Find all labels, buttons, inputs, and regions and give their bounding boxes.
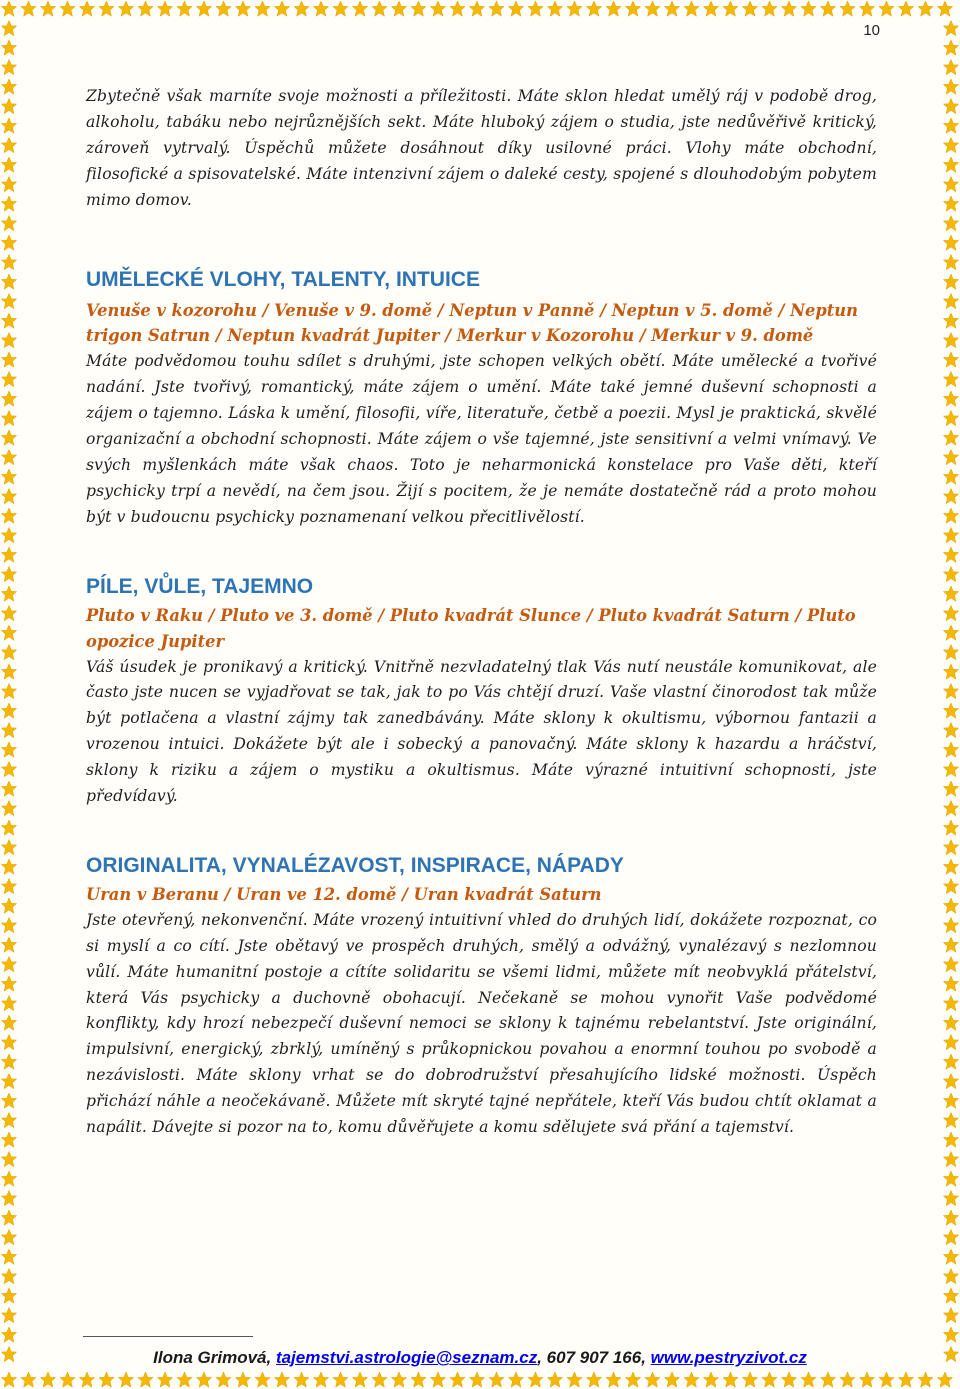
border-star-icon (943, 333, 958, 348)
border-star-icon (943, 138, 958, 153)
section-heading: UMĚLECKÉ VLOHY, TALENTY, INTUICE (86, 267, 480, 291)
border-star-icon (391, 1, 406, 16)
border-star-icon (1, 1372, 16, 1387)
border-star-icon (943, 625, 958, 640)
border-star-icon (508, 1, 523, 16)
border-star-icon (943, 157, 958, 172)
border-star-icon (313, 1372, 328, 1387)
border-star-icon (943, 177, 958, 192)
border-star-icon (943, 508, 958, 523)
border-star-icon (430, 1372, 445, 1387)
border-star-icon (645, 1, 660, 16)
border-star-icon (943, 255, 958, 270)
border-star-icon (606, 1372, 621, 1387)
border-star-icon (943, 567, 958, 582)
border-star-icon (196, 1372, 211, 1387)
border-star-icon (1, 840, 16, 855)
border-star-icon (1, 1093, 16, 1108)
border-star-icon (1, 60, 16, 75)
border-star-icon (157, 1, 172, 16)
border-star-icon (664, 1372, 679, 1387)
border-star-icon (943, 957, 958, 972)
border-star-icon (1, 99, 16, 114)
border-star-icon (547, 1, 562, 16)
border-star-icon (937, 1, 952, 16)
border-star-icon (489, 1, 504, 16)
border-star-icon (943, 1249, 958, 1264)
border-star-icon (1, 40, 16, 55)
footer (0, 1348, 960, 1368)
section-heading: PÍLE, VŮLE, TAJEMNO (86, 574, 314, 598)
border-star-icon (723, 1, 738, 16)
border-star-icon (1, 801, 16, 816)
border-star-icon (943, 118, 958, 133)
page-number: 10 (863, 22, 880, 39)
border-star-icon (391, 1372, 406, 1387)
border-star-icon (898, 1372, 913, 1387)
border-star-icon (943, 1288, 958, 1303)
border-star-icon (1, 1230, 16, 1245)
border-star-icon (943, 645, 958, 660)
border-star-icon (943, 1171, 958, 1186)
border-star-icon (943, 1015, 958, 1030)
border-star-icon (1, 372, 16, 387)
border-star-icon (60, 1, 75, 16)
section-subtitle: Pluto v Raku / Pluto ve 3. domě / Pluto kvadrát Slunce / Pluto kvadrát Saturn / Pluto opozice Jupiter (86, 605, 856, 651)
border-star-icon (60, 1372, 75, 1387)
border-star-icon (943, 606, 958, 621)
border-star-icon (879, 1, 894, 16)
footer-rule (83, 1336, 253, 1337)
border-star-icon (1, 216, 16, 231)
border-star-icon (943, 820, 958, 835)
border-star-icon (1, 235, 16, 250)
border-star-icon (742, 1372, 757, 1387)
border-star-icon (1, 684, 16, 699)
section-body: Jste otevřený, nekonvenční. Máte vrozený intuitivní vhled do druhých lidí, dokážete rozpoznat, co si myslí a co cítí. Jste obětavý ve prospěch druhých, smělý a odvážný, vynalézavý s nezlomnou vůlí. Máte humanitní postoje a cítíte solidaritu se všemi lidmi, můžete mít neobvyklá přátelství, která Vás psychicky a duchovně obohacují. Nečekaně se mohou vynořit Vaše podvědomé konflikty, kdy hrozí nebezpečí duševní nemoci se sklony k tajnému rebelantství. Jste originální, impulsivní, energický, zbrklý, umíněný s průkopnickou povahou a enormní touhou po svobodě a nezávislosti. Máte sklony vrhat se do dobrodružství přesahujícího lidské možnosti. Úspěch přichází náhle a neočekávaně. Můžete mít skryté tajné nepřátele, kteří Vás budou chtít oklamat a napálit. Dávejte si pozor na to, komu důvěřujete a komu sdělujete svá přání a tajemství. (86, 910, 877, 1137)
border-star-icon (528, 1, 543, 16)
border-star-icon (274, 1372, 289, 1387)
border-star-icon (943, 235, 958, 250)
border-star-icon (1, 1113, 16, 1128)
section-artistic (86, 268, 877, 531)
section-subtitle: Venuše v kozorohu / Venuše v 9. domě / Neptun v Panně / Neptun v 5. domě / Neptun trigon Satrun / Neptun kvadrát Jupiter / Merkur v Kozorohu / Merkur v 9. domě (86, 300, 858, 346)
border-star-icon (196, 1, 211, 16)
section-heading: ORIGINALITA, VYNALÉZAVOST, INSPIRACE, NÁPADY (86, 853, 624, 877)
border-star-icon (1, 664, 16, 679)
border-star-icon (943, 1210, 958, 1225)
border-star-icon (1, 1132, 16, 1147)
border-star-icon (1, 255, 16, 270)
border-star-icon (943, 664, 958, 679)
border-star-icon (235, 1372, 250, 1387)
border-star-icon (943, 1035, 958, 1050)
footer-phone: , 607 907 166, (537, 1348, 651, 1367)
border-star-icon (547, 1372, 562, 1387)
border-star-icon (943, 937, 958, 952)
border-star-icon (1, 859, 16, 874)
border-star-icon (1, 1308, 16, 1323)
border-star-icon (943, 918, 958, 933)
border-star-icon (528, 1372, 543, 1387)
border-star-icon (586, 1372, 601, 1387)
border-star-icon (943, 469, 958, 484)
border-star-icon (879, 1372, 894, 1387)
border-star-icon (943, 1230, 958, 1245)
border-star-icon (313, 1, 328, 16)
border-star-icon (943, 313, 958, 328)
border-star-icon (943, 1074, 958, 1089)
footer-website-link[interactable]: www.pestryzivot.cz (650, 1348, 807, 1367)
border-star-icon (1, 1191, 16, 1206)
border-star-icon (943, 723, 958, 738)
border-star-icon (645, 1372, 660, 1387)
border-star-icon (781, 1372, 796, 1387)
border-star-icon (943, 294, 958, 309)
border-star-icon (333, 1, 348, 16)
border-star-icon (918, 1, 933, 16)
border-star-icon (352, 1, 367, 16)
footer-email-link[interactable]: tajemstvi.astrologie@seznam.cz (275, 1348, 538, 1367)
border-star-icon (703, 1, 718, 16)
border-star-icon (489, 1372, 504, 1387)
border-star-icon (664, 1, 679, 16)
border-star-icon (1, 879, 16, 894)
border-star-icon (742, 1, 757, 16)
border-star-icon (216, 1, 231, 16)
border-star-icon (1, 274, 16, 289)
border-star-icon (943, 60, 958, 75)
border-star-icon (943, 976, 958, 991)
border-star-icon (943, 801, 958, 816)
border-star-icon (1, 1074, 16, 1089)
border-star-icon (1, 1210, 16, 1225)
border-star-icon (781, 1, 796, 16)
border-star-icon (1, 918, 16, 933)
border-star-icon (1, 937, 16, 952)
border-star-icon (1, 469, 16, 484)
border-star-icon (943, 79, 958, 94)
border-star-icon (1, 567, 16, 582)
border-star-icon (943, 996, 958, 1011)
section-subtitle: Uran v Beranu / Uran ve 12. domě / Uran kvadrát Saturn (86, 884, 602, 904)
border-star-icon (1, 196, 16, 211)
border-star-icon (943, 1308, 958, 1323)
border-star-icon (40, 1, 55, 16)
border-star-icon (157, 1372, 172, 1387)
footer-name: Ilona Grimová, (153, 1348, 276, 1367)
border-star-icon (943, 1093, 958, 1108)
border-star-icon (943, 1152, 958, 1167)
border-star-icon (99, 1372, 114, 1387)
border-star-icon (801, 1, 816, 16)
border-star-icon (1, 21, 16, 36)
border-star-icon (1, 1327, 16, 1342)
border-star-icon (943, 742, 958, 757)
border-star-icon (1, 742, 16, 757)
border-star-icon (820, 1372, 835, 1387)
border-star-icon (943, 781, 958, 796)
border-star-icon (274, 1, 289, 16)
border-star-icon (1, 645, 16, 660)
border-star-icon (762, 1372, 777, 1387)
section-originality (86, 854, 877, 1141)
border-star-icon (1, 898, 16, 913)
border-star-icon (943, 1054, 958, 1069)
border-star-icon (1, 177, 16, 192)
border-star-icon (177, 1, 192, 16)
border-star-icon (625, 1372, 640, 1387)
border-star-icon (723, 1372, 738, 1387)
border-star-icon (21, 1, 36, 16)
border-star-icon (943, 99, 958, 114)
border-star-icon (450, 1372, 465, 1387)
border-star-icon (1, 1249, 16, 1264)
border-star-icon (801, 1372, 816, 1387)
border-star-icon (255, 1372, 270, 1387)
border-star-icon (1, 1054, 16, 1069)
border-star-icon (1, 508, 16, 523)
border-star-icon (40, 1372, 55, 1387)
border-star-icon (840, 1, 855, 16)
border-star-icon (943, 840, 958, 855)
border-star-icon (943, 216, 958, 231)
border-star-icon (1, 625, 16, 640)
section-body: Váš úsudek je pronikavý a kritický. Vnitřně nezvladatelný tlak Vás nutí neustále komunikovat, ale často jste nucen se vyjadřovat se tak, jak to po Vás chtějí druzí. Vaše vlastní činorodost tak může být potlačena a vlastní zájmy tak zanedbávány. Máte sklony k okultismu, výbornou fantazii a vrozenou intuici. Dokážete být ale i sobecký a panovačný. Máte sklony k hazardu a hráčství, sklony k riziku a zájem o mystiku a okultismus. Máte výrazné intuitivní schopnosti, jste předvídavý. (86, 657, 877, 806)
border-star-icon (1, 489, 16, 504)
border-star-icon (859, 1, 874, 16)
border-star-icon (1, 118, 16, 133)
border-star-icon (1, 528, 16, 543)
border-star-icon (943, 352, 958, 367)
section-body: Máte podvědomou touhu sdílet s druhými, jste schopen velkých obětí. Máte umělecké a tvořivé nadání. Jste tvořivý, romantický, máte zájem o umění. Máte také jemné duševní schopnosti a zájem o tajemno. Láska k umění, filosofii, víře, literatuře, četbě a poezii. Mysl je praktická, skvělé organizační a obchodní schopnosti. Máte zájem o vše tajemné, jste sensitivní a velmi vnímavý. Ve svých myšlenkách máte však chaos. Toto je neharmonická konstelace pro Vaše děti, kteří psychicky trpí a nevědí, na čem jsou. Žijí s pocitem, že je nemáte dostatečně rád a proto mohou být v budoucnu psychicky poznamenaní velkou přecitlivělostí. (86, 352, 877, 526)
border-star-icon (1, 606, 16, 621)
border-star-icon (625, 1, 640, 16)
border-star-icon (1, 450, 16, 465)
border-star-icon (943, 450, 958, 465)
border-star-icon (1, 1035, 16, 1050)
border-star-icon (943, 1191, 958, 1206)
border-star-icon (762, 1, 777, 16)
document-body (86, 84, 877, 1141)
border-star-icon (469, 1, 484, 16)
border-star-icon (820, 1, 835, 16)
border-star-icon (372, 1372, 387, 1387)
border-star-icon (937, 1372, 952, 1387)
border-star-icon (943, 1113, 958, 1128)
border-star-icon (703, 1372, 718, 1387)
border-star-icon (255, 1, 270, 16)
border-star-icon (943, 40, 958, 55)
border-star-icon (79, 1, 94, 16)
border-star-icon (450, 1, 465, 16)
border-star-icon (1, 547, 16, 562)
border-star-icon (1, 1, 16, 16)
border-star-icon (943, 430, 958, 445)
border-star-icon (1, 976, 16, 991)
border-star-icon (1, 391, 16, 406)
border-star-icon (1, 1288, 16, 1303)
border-star-icon (1, 703, 16, 718)
border-star-icon (684, 1372, 699, 1387)
border-star-icon (1, 586, 16, 601)
border-star-icon (1, 957, 16, 972)
border-star-icon (1, 294, 16, 309)
border-star-icon (411, 1372, 426, 1387)
border-star-icon (943, 528, 958, 543)
border-star-icon (943, 21, 958, 36)
border-star-icon (1, 79, 16, 94)
border-star-icon (1, 1171, 16, 1186)
border-star-icon (1, 138, 16, 153)
border-star-icon (1, 352, 16, 367)
border-star-icon (235, 1, 250, 16)
border-star-icon (943, 859, 958, 874)
border-star-icon (118, 1372, 133, 1387)
border-star-icon (943, 898, 958, 913)
border-star-icon (943, 684, 958, 699)
intro-paragraph: Zbytečně však marníte svoje možnosti a příležitosti. Máte sklon hledat umělý ráj v podobě drog, alkoholu, tabáku nebo nejrůznějších sekt. Máte hluboký zájem o studia, jste nedůvěřivě kritický, zároveň vytrvalý. Úspěchů můžete dosáhnout díky usilovné práci. Vlohy máte obchodní, filosofické a spisovatelské. Máte intenzivní zájem o daleké cesty, spojené s dlouhodobým pobytem mimo domov. (86, 87, 877, 209)
border-star-icon (943, 1132, 958, 1147)
border-star-icon (943, 586, 958, 601)
border-star-icon (684, 1, 699, 16)
border-star-icon (943, 391, 958, 406)
border-star-icon (567, 1, 582, 16)
border-star-icon (943, 411, 958, 426)
border-star-icon (586, 1, 601, 16)
border-star-icon (943, 879, 958, 894)
border-star-icon (567, 1372, 582, 1387)
border-star-icon (606, 1, 621, 16)
border-star-icon (943, 196, 958, 211)
border-star-icon (1, 313, 16, 328)
border-star-icon (1, 1152, 16, 1167)
border-star-icon (1, 996, 16, 1011)
border-star-icon (943, 372, 958, 387)
border-star-icon (352, 1372, 367, 1387)
border-star-icon (943, 1269, 958, 1284)
border-star-icon (1, 781, 16, 796)
border-star-icon (943, 762, 958, 777)
border-star-icon (943, 1327, 958, 1342)
border-star-icon (840, 1372, 855, 1387)
border-star-icon (918, 1372, 933, 1387)
border-star-icon (1, 430, 16, 445)
border-star-icon (943, 703, 958, 718)
border-star-icon (294, 1372, 309, 1387)
border-star-icon (859, 1372, 874, 1387)
border-star-icon (508, 1372, 523, 1387)
border-star-icon (79, 1372, 94, 1387)
border-star-icon (1, 723, 16, 738)
border-star-icon (294, 1, 309, 16)
border-star-icon (118, 1, 133, 16)
border-star-icon (21, 1372, 36, 1387)
border-star-icon (1, 1269, 16, 1284)
border-star-icon (430, 1, 445, 16)
border-star-icon (1, 1015, 16, 1030)
section-diligence (86, 575, 877, 810)
border-star-icon (138, 1372, 153, 1387)
border-star-icon (943, 274, 958, 289)
border-star-icon (99, 1, 114, 16)
border-star-icon (216, 1372, 231, 1387)
border-star-icon (138, 1, 153, 16)
border-star-icon (1, 157, 16, 172)
border-star-icon (372, 1, 387, 16)
border-star-icon (1, 820, 16, 835)
border-star-icon (943, 489, 958, 504)
border-star-icon (469, 1372, 484, 1387)
border-star-icon (177, 1372, 192, 1387)
border-star-icon (411, 1, 426, 16)
border-star-icon (1, 762, 16, 777)
border-star-icon (333, 1372, 348, 1387)
border-star-icon (898, 1, 913, 16)
border-star-icon (1, 411, 16, 426)
border-star-icon (943, 547, 958, 562)
border-star-icon (1, 333, 16, 348)
